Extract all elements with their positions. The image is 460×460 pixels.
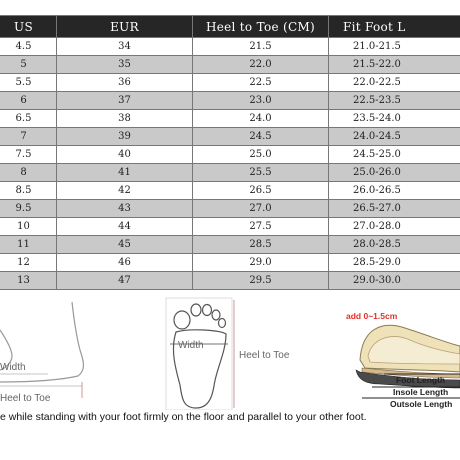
size-chart-body bbox=[0, 38, 460, 290]
heel-to-toe-cell: 26.5 bbox=[193, 182, 329, 200]
toe-3 bbox=[203, 305, 212, 316]
heel-to-toe-cell: 27.0 bbox=[193, 200, 329, 218]
eur-size-cell: 40 bbox=[57, 146, 193, 164]
eur-size-cell: 34 bbox=[57, 38, 193, 56]
us-size-cell: 8.5 bbox=[0, 182, 57, 200]
heel-to-toe-cell: 25.0 bbox=[193, 146, 329, 164]
table-row bbox=[0, 164, 460, 182]
foot-measurement-diagrams bbox=[0, 290, 460, 410]
side-view-foot-diagram bbox=[0, 302, 84, 404]
heel-to-toe-cell: 22.5 bbox=[193, 74, 329, 92]
heel-to-toe-cell: 24.0 bbox=[193, 110, 329, 128]
eur-size-cell: 47 bbox=[57, 272, 193, 290]
header-heel-to-toe: Heel to Toe (CM) bbox=[193, 16, 329, 38]
fit-foot-length-cell: 21.5-22.0 bbox=[329, 56, 460, 74]
toe-5 bbox=[219, 319, 226, 328]
fit-foot-length-cell: 25.0-26.0 bbox=[329, 164, 460, 182]
table-row bbox=[0, 56, 460, 74]
table-row bbox=[0, 254, 460, 272]
header-eur: EUR bbox=[57, 16, 193, 38]
eur-size-cell: 45 bbox=[57, 236, 193, 254]
heel-to-toe-cell: 24.5 bbox=[193, 128, 329, 146]
heel-to-toe-cell: 29.0 bbox=[193, 254, 329, 272]
us-size-cell: 10 bbox=[0, 218, 57, 236]
eur-size-cell: 38 bbox=[57, 110, 193, 128]
heel-to-toe-cell: 21.5 bbox=[193, 38, 329, 56]
heel-to-toe-cell: 22.0 bbox=[193, 56, 329, 74]
header-us: US bbox=[0, 16, 57, 38]
us-size-cell: 11 bbox=[0, 236, 57, 254]
table-row bbox=[0, 200, 460, 218]
us-size-cell: 5.5 bbox=[0, 74, 57, 92]
add-allowance-label: add 0~1.5cm bbox=[346, 311, 398, 321]
table-row bbox=[0, 272, 460, 290]
table-row bbox=[0, 128, 460, 146]
measurement-note: e while standing with your foot firmly on the floor and parallel to your other foot. bbox=[0, 411, 367, 423]
toe-4 bbox=[212, 310, 220, 320]
eur-size-cell: 43 bbox=[57, 200, 193, 218]
big-toe bbox=[174, 311, 190, 329]
us-size-cell: 6 bbox=[0, 92, 57, 110]
eur-size-cell: 44 bbox=[57, 218, 193, 236]
table-row bbox=[0, 146, 460, 164]
table-row bbox=[0, 92, 460, 110]
eur-size-cell: 37 bbox=[57, 92, 193, 110]
us-size-cell: 13 bbox=[0, 272, 57, 290]
eur-size-cell: 41 bbox=[57, 164, 193, 182]
us-size-cell: 7 bbox=[0, 128, 57, 146]
fit-foot-length-cell: 29.0-30.0 bbox=[329, 272, 460, 290]
table-row bbox=[0, 182, 460, 200]
insole-length-label: Insole Length bbox=[393, 387, 449, 397]
middle-width-label: Width bbox=[178, 340, 204, 351]
fit-foot-length-cell: 28.5-29.0 bbox=[329, 254, 460, 272]
eur-size-cell: 36 bbox=[57, 74, 193, 92]
us-size-cell: 9.5 bbox=[0, 200, 57, 218]
table-row bbox=[0, 38, 460, 56]
foot-length-label: Foot Length bbox=[396, 375, 446, 385]
fit-foot-length-cell: 26.5-27.0 bbox=[329, 200, 460, 218]
eur-size-cell: 35 bbox=[57, 56, 193, 74]
heel-to-toe-cell: 25.5 bbox=[193, 164, 329, 182]
fit-foot-length-cell: 26.0-26.5 bbox=[329, 182, 460, 200]
middle-heel-to-toe-label: Heel to Toe bbox=[239, 350, 290, 361]
us-size-cell: 7.5 bbox=[0, 146, 57, 164]
table-row bbox=[0, 218, 460, 236]
header-fit-foot-length: Fit Foot L bbox=[329, 16, 460, 38]
table-row bbox=[0, 110, 460, 128]
fit-foot-length-cell: 28.0-28.5 bbox=[329, 236, 460, 254]
heel-to-toe-cell: 29.5 bbox=[193, 272, 329, 290]
fit-foot-length-cell: 24.5-25.0 bbox=[329, 146, 460, 164]
us-size-cell: 6.5 bbox=[0, 110, 57, 128]
heel-to-toe-cell: 28.5 bbox=[193, 236, 329, 254]
shoe-cross-section-diagram bbox=[346, 311, 460, 409]
eur-size-cell: 46 bbox=[57, 254, 193, 272]
us-size-cell: 5 bbox=[0, 56, 57, 74]
heel-to-toe-cell: 27.5 bbox=[193, 218, 329, 236]
fit-foot-length-cell: 22.0-22.5 bbox=[329, 74, 460, 92]
table-row bbox=[0, 236, 460, 254]
outsole-length-label: Outsole Length bbox=[390, 399, 453, 409]
eur-size-cell: 42 bbox=[57, 182, 193, 200]
footprint-diagram bbox=[166, 298, 290, 410]
table-row bbox=[0, 74, 460, 92]
fit-foot-length-cell: 21.0-21.5 bbox=[329, 38, 460, 56]
size-chart-table bbox=[0, 15, 460, 290]
left-width-label: Width bbox=[0, 362, 26, 373]
fit-foot-length-cell: 23.5-24.0 bbox=[329, 110, 460, 128]
fit-foot-length-cell: 22.5-23.5 bbox=[329, 92, 460, 110]
eur-size-cell: 39 bbox=[57, 128, 193, 146]
heel-to-toe-cell: 23.0 bbox=[193, 92, 329, 110]
toe-2 bbox=[191, 304, 201, 316]
fit-foot-length-cell: 24.0-24.5 bbox=[329, 128, 460, 146]
us-size-cell: 8 bbox=[0, 164, 57, 182]
size-chart-header-row bbox=[0, 16, 460, 38]
fit-foot-length-cell: 27.0-28.0 bbox=[329, 218, 460, 236]
us-size-cell: 12 bbox=[0, 254, 57, 272]
left-heel-to-toe-label: Heel to Toe bbox=[0, 393, 51, 404]
us-size-cell: 4.5 bbox=[0, 38, 57, 56]
